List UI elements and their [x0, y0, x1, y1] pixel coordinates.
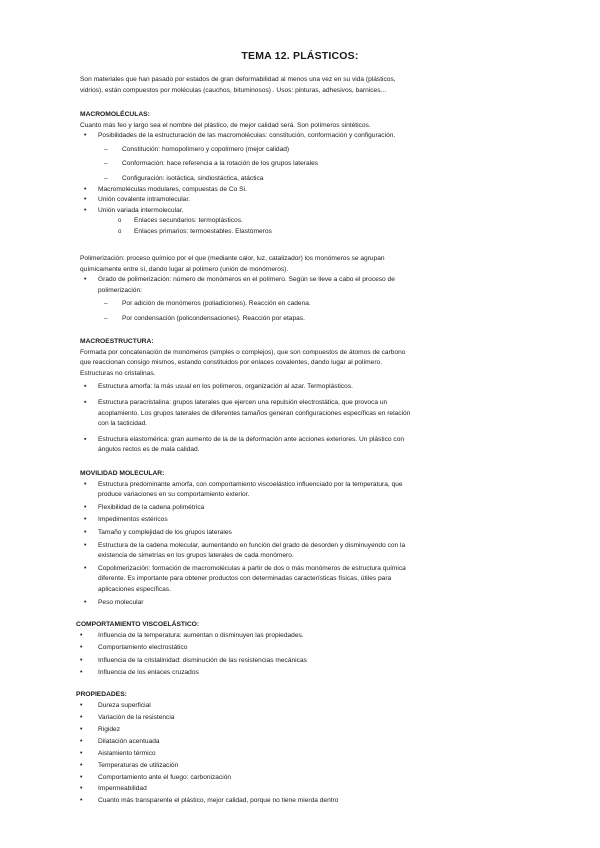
list-subitem: – Por adición de monómeros (poliadiciones). Reacción en cadena. — [80, 299, 395, 310]
list-item: • Unión covalente intramolecular. — [80, 195, 395, 206]
intro-line: vidrios), están compuestos por moléculas (cauchos, bituminosos) . Usos: pinturas, adhesivos, barnices… — [80, 86, 388, 94]
list-item-line: produce variaciones en su comportamiento exterior. — [98, 491, 250, 499]
list-item-line: aplicaciones específicas. — [98, 585, 171, 593]
list-item: ▪ Estructura amorfa: la más usual en los polímeros, organización al azar. Termoplásticos. — [80, 382, 410, 393]
list-item: • Flexibilidad de la cadena polimétrica — [80, 503, 406, 514]
list-subitem: – Constitución: homopolímero y copolímero (mejor calidad) — [80, 145, 395, 156]
list-item: • Dureza superficial — [76, 701, 338, 712]
document-title: TEMA 12. PLÁSTICOS: — [241, 50, 359, 62]
list-item: • Impermeabilidad — [76, 784, 338, 795]
list-subitem: o Enlaces primarios: termoestables. Elastómeros — [80, 227, 395, 238]
section-comportamiento — [76, 620, 307, 679]
list-item — [80, 398, 410, 430]
list-item: • Comportamiento electrostático — [76, 643, 307, 654]
paragraph-line: Formada por concatenación de monómeros (simples o complejos), que son compuestos de átomos de carbono — [80, 348, 406, 356]
list-item — [80, 275, 395, 296]
list-item: • Variación de la resistencia — [76, 713, 338, 724]
section-propiedades — [76, 690, 338, 807]
list-item: • Dilatación acentuada — [76, 737, 338, 748]
list-item: • Impedimentos estéricos — [80, 515, 406, 526]
list-item-line: polimerización: — [98, 286, 142, 294]
list-item-line: existencia de simetrías en los grupos laterales de cada monómero. — [98, 552, 294, 560]
list-item-line: diferente. Es importante para obtener productos con determinadas características físicas, útiles para — [98, 575, 392, 583]
paragraph-line: Estructuras no cristalinas. — [80, 369, 156, 377]
section-heading: COMPORTAMIENTO VISCOELÁSTICO: — [76, 621, 200, 628]
list-item: • Cuanto más transparente el plástico, mejor calidad, porque no tiene mierda dentro — [76, 796, 338, 807]
paragraph-line: Polimerización: proceso químico por el que (mediante calor, luz, catalizador) los monómeros se agrupan — [80, 255, 385, 262]
list-subitem: – Configuración: isotáctica, sindiostáctica, atáctica — [80, 174, 395, 185]
list-item-line: acoplamiento. Los grupos laterales de diferentes tamaños generan configuraciones específicas en relación — [98, 409, 411, 417]
list-item — [80, 480, 406, 501]
section-heading: PROPIEDADES: — [76, 691, 127, 698]
list-item: • Aislamiento térmico — [76, 749, 338, 760]
intro-line: Son materiales que han pasado por estados de gran deformabilidad al menos una vez en su vida (plásticos, — [80, 76, 396, 83]
list-subitem: – Por condensación (policondensaciones). Reacción por etapas. — [80, 314, 395, 325]
list-subitem: – Conformación: hace referencia a la rotación de los grupos laterales — [80, 159, 395, 170]
list-item: • Peso molecular — [80, 598, 406, 609]
list-item: • Macromoléculas modulares, compuestas de Co Si. — [80, 185, 395, 196]
list-item-line: con la tacticidad. — [98, 420, 148, 428]
section-heading: MACROMOLÉCULAS: — [80, 111, 150, 118]
list-subitem: o Enlaces secundarios: termoplásticos. — [80, 216, 395, 227]
list-item-line: ▪ Estructura paracristalina: grupos laterales que ejercen una repulsión electrostática, que provoca un — [98, 398, 388, 406]
list-item: • Rigidez — [76, 725, 338, 736]
section-macroestructura — [80, 337, 410, 456]
list-item — [80, 435, 410, 456]
list-item-line: • Estructura predominante amorfa, con comportamiento viscoelástico influenciado por la temperatura, que — [98, 480, 403, 488]
section-heading: MACROESTRUCTURA: — [80, 338, 154, 345]
list-item-line: ▪ Estructura elastomérica: gran aumento de la de la deformación ante acciones exteriores. Un plástico con — [98, 435, 405, 443]
list-item-line: • Grado de polimerización: número de monómeros en el polímero. Según se lleve a cabo el proceso de — [98, 276, 395, 284]
paragraph-line: químicamente entre sí, dando lugar al polímero (unión de monómeros). — [80, 265, 289, 273]
section-movilidad — [80, 469, 406, 608]
section-macromoleculas — [80, 110, 395, 238]
list-item: • Influencia de la temperatura: aumentan o disminuyen las propiedades. — [76, 631, 307, 642]
list-item — [80, 564, 406, 596]
list-item: • Influencia de la cristalinidad: disminución de las resistencias mecánicas — [76, 656, 307, 667]
list-item-line: • Estructura de la cadena molecular, aumentando en función del grado de desorden y disminuyendo con la — [98, 541, 406, 549]
list-item: • Tamaño y complejidad de los grupos laterales — [80, 528, 406, 539]
paragraph-line: que reaccionan consigo mismos, estando constituidos por enlaces covalentes, dando lugar al polímero. — [80, 359, 383, 367]
list-item-line: ángulos rectos es de mala calidad. — [98, 446, 200, 454]
section-polimerizacion — [80, 254, 395, 325]
list-item: • Temperaturas de utilización — [76, 761, 338, 772]
list-item-line: • Copolimerización: formación de macromoléculas a partir de dos o más monómeros de estructura química — [98, 564, 406, 572]
list-item: • Comportamiento ante el fuego: carbonización — [76, 773, 338, 784]
list-item: • Influencia de los enlaces cruzados — [76, 668, 307, 679]
section-heading: MOVILIDAD MOLECULAR: — [80, 470, 165, 477]
list-item: • Unión variada intermolecular. — [80, 206, 395, 217]
list-item: • Posibilidades de la estructuración de las macromoléculas: constitución, conformación y configuración. — [80, 131, 395, 142]
list-item — [80, 541, 406, 562]
intro-paragraph — [80, 75, 396, 96]
paragraph-line: Cuanto más feo y largo sea el nombre del plástico, de mejor calidad será. Son polímeros sintéticos. — [80, 121, 371, 129]
